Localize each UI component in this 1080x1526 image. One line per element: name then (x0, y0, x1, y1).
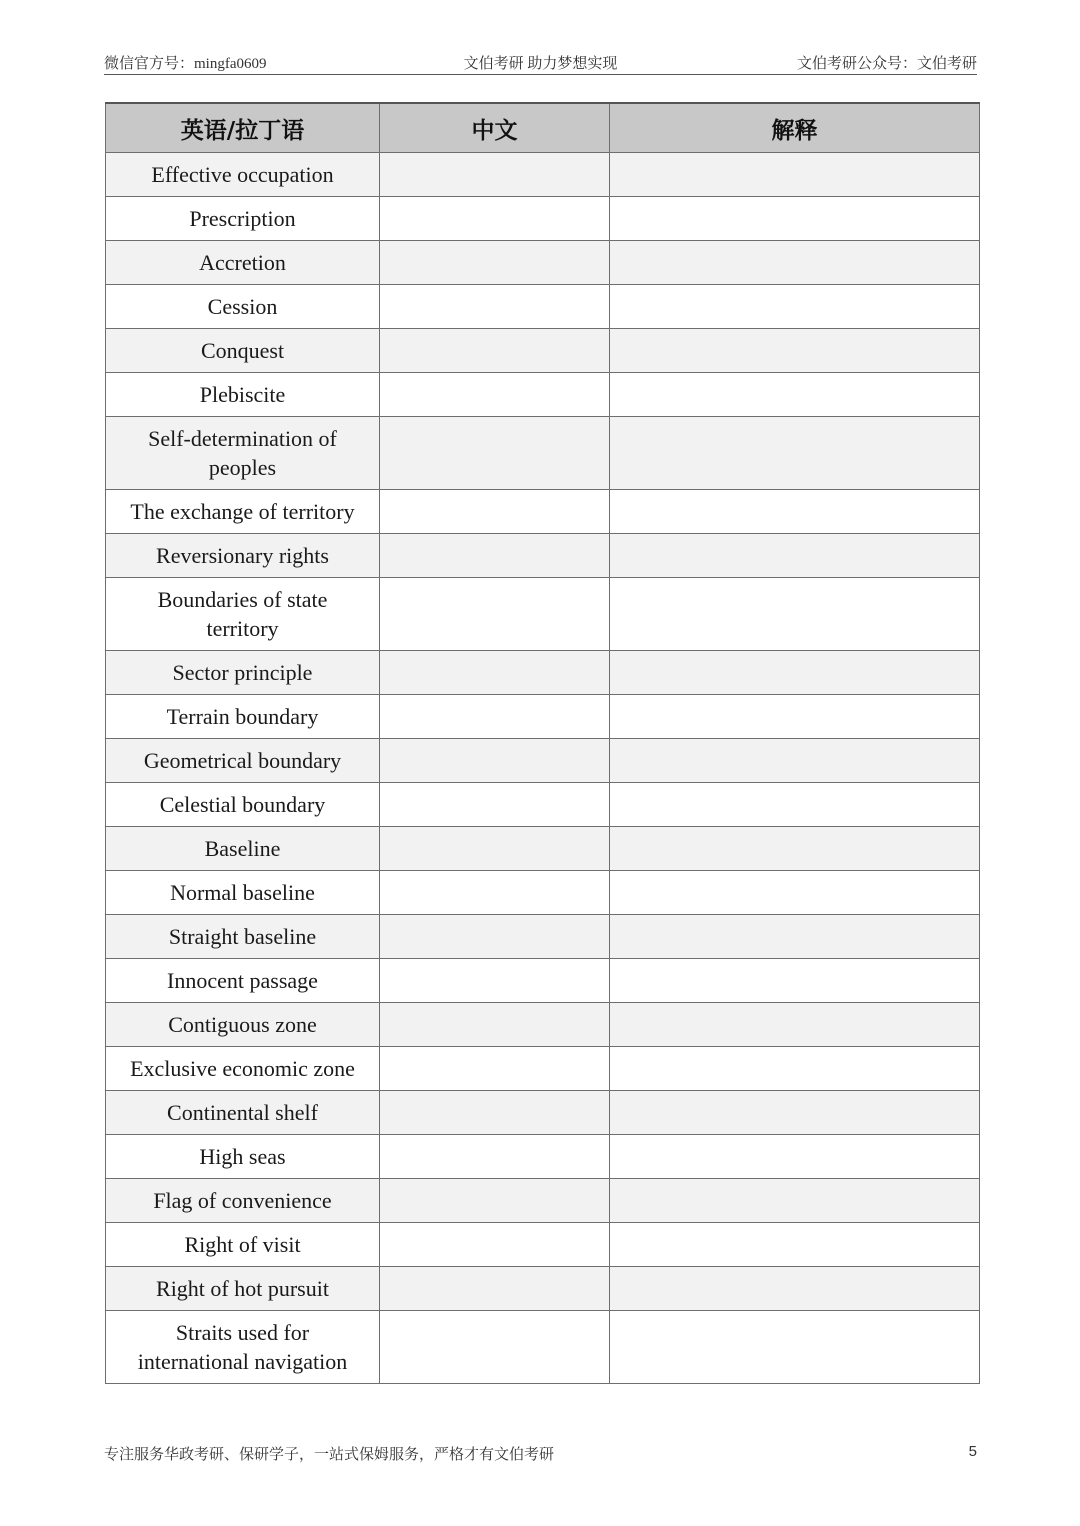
term-cell: The exchange of territory (106, 490, 380, 534)
terms-table (105, 102, 980, 1384)
header-wechat-id: 微信官方号：mingfa0609 (104, 56, 267, 72)
chinese-cell (380, 578, 610, 651)
chinese-cell (380, 1003, 610, 1047)
explanation-cell (610, 417, 980, 490)
term-cell: Flag of convenience (106, 1179, 380, 1223)
chinese-cell (380, 915, 610, 959)
explanation-cell (610, 827, 980, 871)
term-cell: Conquest (106, 329, 380, 373)
explanation-cell (610, 695, 980, 739)
term-cell: Self-determination of peoples (106, 417, 380, 490)
chinese-cell (380, 1311, 610, 1384)
chinese-cell (380, 1267, 610, 1311)
chinese-cell (380, 490, 610, 534)
table-row (106, 534, 980, 578)
term-cell: Prescription (106, 197, 380, 241)
header-public-account: 文伯考研公众号：文伯考研 (796, 56, 977, 72)
chinese-cell (380, 827, 610, 871)
explanation-cell (610, 1223, 980, 1267)
footer-slogan: 专注服务华政考研、保研学子，一站式保姆服务，严格才有文伯考研 (104, 1447, 555, 1463)
table-row (106, 871, 980, 915)
table-row (106, 695, 980, 739)
term-cell: Contiguous zone (106, 1003, 380, 1047)
explanation-cell (610, 285, 980, 329)
chinese-cell (380, 417, 610, 490)
explanation-cell (610, 197, 980, 241)
page-number: 5 (968, 1443, 977, 1460)
term-cell: Accretion (106, 241, 380, 285)
term-cell: Celestial boundary (106, 783, 380, 827)
term-cell: Sector principle (106, 651, 380, 695)
chinese-cell (380, 197, 610, 241)
table-row (106, 1267, 980, 1311)
explanation-cell (610, 1091, 980, 1135)
table-row (106, 783, 980, 827)
explanation-cell (610, 373, 980, 417)
table-row (106, 651, 980, 695)
chinese-cell (380, 871, 610, 915)
explanation-cell (610, 1179, 980, 1223)
table-row (106, 241, 980, 285)
chinese-cell (380, 153, 610, 197)
table-row (106, 1179, 980, 1223)
chinese-cell (380, 329, 610, 373)
table-row (106, 329, 980, 373)
term-cell: Terrain boundary (106, 695, 380, 739)
table-row (106, 490, 980, 534)
term-cell: Reversionary rights (106, 534, 380, 578)
explanation-cell (610, 329, 980, 373)
term-cell: Plebiscite (106, 373, 380, 417)
table-row (106, 1311, 980, 1384)
chinese-cell (380, 1135, 610, 1179)
table-row (106, 1091, 980, 1135)
explanation-cell (610, 1267, 980, 1311)
table-row (106, 285, 980, 329)
chinese-cell (380, 1179, 610, 1223)
column-header-explanation: 解释 (610, 103, 980, 153)
term-cell: Baseline (106, 827, 380, 871)
chinese-cell (380, 959, 610, 1003)
chinese-cell (380, 534, 610, 578)
term-cell: Geometrical boundary (106, 739, 380, 783)
chinese-cell (380, 1047, 610, 1091)
term-cell: High seas (106, 1135, 380, 1179)
chinese-cell (380, 739, 610, 783)
table-row (106, 197, 980, 241)
table-row (106, 1223, 980, 1267)
chinese-cell (380, 651, 610, 695)
explanation-cell (610, 1047, 980, 1091)
column-header-chinese: 中文 (380, 103, 610, 153)
explanation-cell (610, 1003, 980, 1047)
explanation-cell (610, 1135, 980, 1179)
explanation-cell (610, 783, 980, 827)
term-cell: Exclusive economic zone (106, 1047, 380, 1091)
explanation-cell (610, 490, 980, 534)
chinese-cell (380, 241, 610, 285)
chinese-cell (380, 1091, 610, 1135)
term-cell: Normal baseline (106, 871, 380, 915)
column-header-english-latin: 英语/拉丁语 (106, 103, 380, 153)
term-cell: Straight baseline (106, 915, 380, 959)
table-row (106, 915, 980, 959)
chinese-cell (380, 783, 610, 827)
chinese-cell (380, 695, 610, 739)
table-header-row (106, 103, 980, 153)
table-row (106, 827, 980, 871)
table-row (106, 417, 980, 490)
page-header (104, 50, 977, 75)
term-cell: Continental shelf (106, 1091, 380, 1135)
table-row (106, 1135, 980, 1179)
term-cell: Straits used for international navigation (106, 1311, 380, 1384)
table-row (106, 578, 980, 651)
table-row (106, 959, 980, 1003)
table-row (106, 1003, 980, 1047)
table-row (106, 373, 980, 417)
explanation-cell (610, 1311, 980, 1384)
chinese-cell (380, 1223, 610, 1267)
explanation-cell (610, 739, 980, 783)
explanation-cell (610, 241, 980, 285)
explanation-cell (610, 153, 980, 197)
chinese-cell (380, 285, 610, 329)
term-cell: Boundaries of state territory (106, 578, 380, 651)
table-row (106, 1047, 980, 1091)
chinese-cell (380, 373, 610, 417)
term-cell: Right of visit (106, 1223, 380, 1267)
explanation-cell (610, 651, 980, 695)
explanation-cell (610, 959, 980, 1003)
term-cell: Innocent passage (106, 959, 380, 1003)
term-cell: Right of hot pursuit (106, 1267, 380, 1311)
explanation-cell (610, 915, 980, 959)
explanation-cell (610, 578, 980, 651)
table-row (106, 739, 980, 783)
explanation-cell (610, 871, 980, 915)
header-slogan: 文伯考研 助力梦想实现 (463, 56, 618, 72)
explanation-cell (610, 534, 980, 578)
term-cell: Cession (106, 285, 380, 329)
term-cell: Effective occupation (106, 153, 380, 197)
table-body (106, 153, 980, 1384)
table-row (106, 153, 980, 197)
